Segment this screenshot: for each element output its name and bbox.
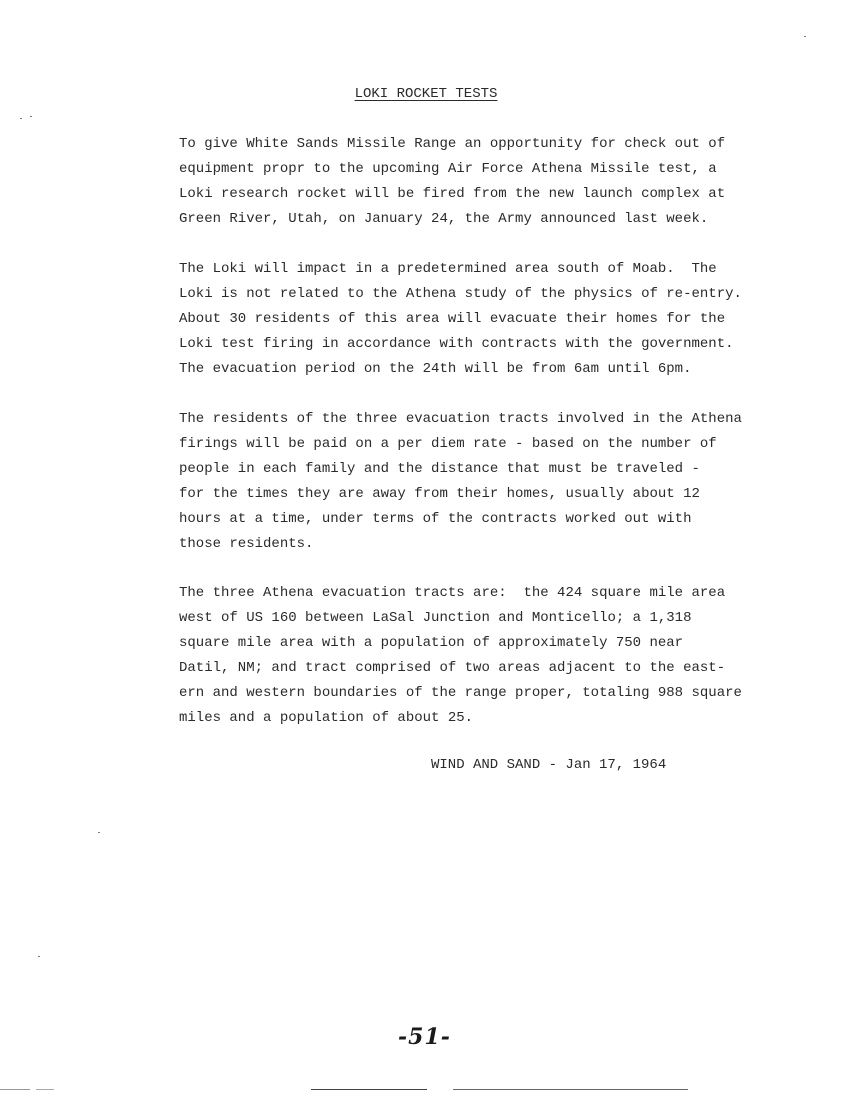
paragraph-2: [179, 257, 759, 382]
scan-artifact-dot: [30, 116, 32, 117]
paragraph-line: The Loki will impact in a predetermined area south of Moab. The: [179, 261, 717, 277]
scan-artifact-line: [0, 1089, 30, 1090]
paragraph-line: About 30 residents of this area will evacuate their homes for the: [179, 311, 726, 327]
paragraph-line: To give White Sands Missile Range an opportunity for check out of: [179, 136, 726, 152]
paragraph-line: hours at a time, under terms of the contracts worked out with: [179, 511, 692, 527]
scan-artifact-dot: [20, 118, 22, 119]
paragraph-line: west of US 160 between LaSal Junction and Monticello; a 1,318: [179, 610, 692, 626]
paragraph-line: for the times they are away from their homes, usually about 12: [179, 486, 700, 502]
paragraph-line: The evacuation period on the 24th will be from 6am until 6pm.: [179, 361, 692, 377]
paragraph-line: Loki test firing in accordance with contracts with the government.: [179, 336, 734, 352]
scan-artifact-dot: [98, 832, 100, 833]
paragraph-line: The residents of the three evacuation tracts involved in the Athena: [179, 411, 742, 427]
paragraph-line: firings will be paid on a per diem rate - based on the number of: [179, 436, 717, 452]
document-title: LOKI ROCKET TESTS: [354, 86, 498, 102]
paragraph-4: [179, 581, 759, 731]
scan-artifact-dot: [804, 36, 806, 37]
source-credit: WIND AND SAND - Jan 17, 1964: [431, 757, 667, 773]
paragraph-line: square mile area with a population of approximately 750 near: [179, 635, 684, 651]
scan-artifact-line: [36, 1089, 54, 1090]
paragraph-line: Loki is not related to the Athena study of the physics of re-entry.: [179, 286, 742, 302]
paragraph-line: miles and a population of about 25.: [179, 710, 474, 726]
paragraph-line: The three Athena evacuation tracts are: the 424 square mile area: [179, 585, 726, 601]
paragraph-line: people in each family and the distance that must be traveled -: [179, 461, 700, 477]
paragraph-line: those residents.: [179, 536, 314, 552]
document-title-container: [0, 86, 850, 102]
paragraph-line: Datil, NM; and tract comprised of two areas adjacent to the east-: [179, 660, 726, 676]
paragraph-line: Green River, Utah, on January 24, the Army announced last week.: [179, 211, 709, 227]
scan-artifact-dot: [38, 956, 40, 957]
paragraph-line: ern and western boundaries of the range proper, totaling 988 square: [179, 685, 742, 701]
page-number: -51-: [398, 1024, 451, 1050]
paragraph-3: [179, 407, 759, 557]
paragraph-line: equipment propr to the upcoming Air Force Athena Missile test, a: [179, 161, 717, 177]
scan-artifact-line: [453, 1089, 688, 1090]
paragraph-line: Loki research rocket will be fired from the new launch complex at: [179, 186, 726, 202]
scan-artifact-line: [311, 1089, 427, 1090]
paragraph-1: [179, 132, 759, 232]
